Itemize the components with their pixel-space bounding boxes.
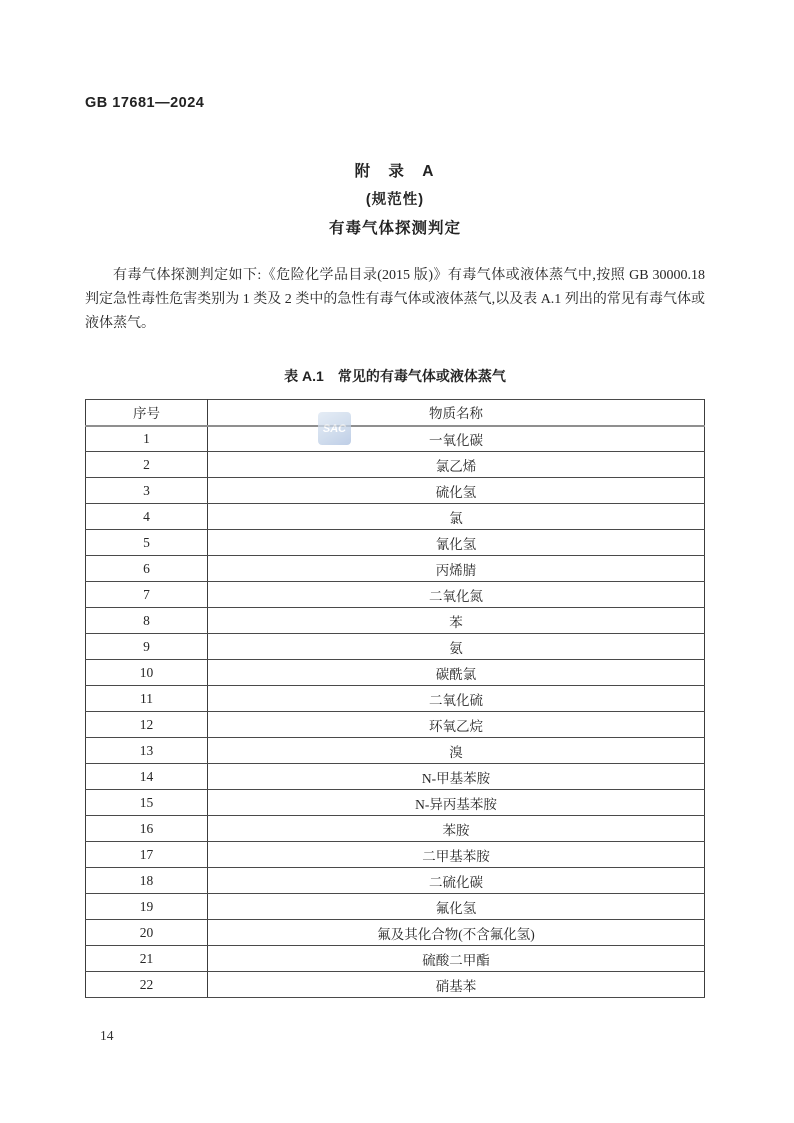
- row-number-cell: 20: [86, 920, 208, 946]
- table-row: [86, 634, 705, 660]
- substance-name-cell: 氯: [208, 504, 705, 530]
- table-caption-text: 常见的有毒气体或液体蒸气: [337, 368, 506, 384]
- table-row: [86, 738, 705, 764]
- table-row: [86, 894, 705, 920]
- substance-name-cell: 苯胺: [208, 816, 705, 842]
- page-content: [85, 0, 705, 998]
- table-row: [86, 426, 705, 452]
- appendix-kind: (规范性): [365, 192, 425, 208]
- row-number-cell: 19: [86, 894, 208, 920]
- table-caption: [85, 366, 705, 386]
- page-number: 14: [100, 1028, 114, 1043]
- row-number-cell: 16: [86, 816, 208, 842]
- substance-name-cell: 一氧化碳: [208, 426, 705, 452]
- table-row: [86, 504, 705, 530]
- body-paragraph: 有毒气体探测判定如下:《危险化学品目录(2015 版)》有毒气体或液体蒸气中,按照 GB 30000.18 判定急性毒性危害类别为 1 类及 2 类中的急性有毒气体或液体蒸气,以及表 A.1 列出的常见有毒气体或液体蒸气。: [85, 268, 705, 331]
- table-row: [86, 920, 705, 946]
- row-number-cell: 9: [86, 634, 208, 660]
- table-row: [86, 478, 705, 504]
- row-number-cell: 1: [86, 426, 208, 452]
- row-number-cell: 2: [86, 452, 208, 478]
- table-row: [86, 764, 705, 790]
- substances-table: [85, 399, 705, 998]
- table-row: [86, 868, 705, 894]
- substance-name-cell: 硝基苯: [208, 972, 705, 998]
- watermark-label: SAC: [322, 422, 347, 435]
- substance-name-cell: 碳酰氯: [208, 660, 705, 686]
- substance-name-cell: 二氧化氮: [208, 582, 705, 608]
- row-number-cell: 5: [86, 530, 208, 556]
- table-head: [86, 400, 705, 426]
- table-row: [86, 842, 705, 868]
- row-number-cell: 18: [86, 868, 208, 894]
- appendix-title: 附 录 A: [354, 163, 436, 180]
- substance-name-cell: 溴: [208, 738, 705, 764]
- table-header-row: [86, 400, 705, 426]
- column-header-substance: 物质名称: [208, 400, 705, 426]
- substance-name-cell: 氰化氢: [208, 530, 705, 556]
- substance-name-cell: 氟及其化合物(不含氟化氢): [208, 920, 705, 946]
- table-caption-label: 表 A.1: [284, 368, 324, 384]
- row-number-cell: 14: [86, 764, 208, 790]
- row-number-cell: 17: [86, 842, 208, 868]
- table-row: [86, 582, 705, 608]
- substance-name-cell: N-甲基苯胺: [208, 764, 705, 790]
- substance-name-cell: 氨: [208, 634, 705, 660]
- row-number-cell: 10: [86, 660, 208, 686]
- table-row: [86, 712, 705, 738]
- row-number-cell: 11: [86, 686, 208, 712]
- table-row: [86, 660, 705, 686]
- row-number-cell: 22: [86, 972, 208, 998]
- table-body: [86, 426, 705, 998]
- table-row: [86, 686, 705, 712]
- row-number-cell: 7: [86, 582, 208, 608]
- appendix-subtitle: 有毒气体探测判定: [328, 220, 461, 237]
- substance-name-cell: 二氧化硫: [208, 686, 705, 712]
- table-row: [86, 816, 705, 842]
- table-row: [86, 608, 705, 634]
- table-row: [86, 452, 705, 478]
- table-row: [86, 790, 705, 816]
- substance-name-cell: 硫化氢: [208, 478, 705, 504]
- substance-name-cell: 苯: [208, 608, 705, 634]
- substance-name-cell: 氟化氢: [208, 894, 705, 920]
- substance-name-cell: 二甲基苯胺: [208, 842, 705, 868]
- table-row: [86, 530, 705, 556]
- substance-name-cell: 环氧乙烷: [208, 712, 705, 738]
- standard-number: GB 17681—2024: [85, 95, 205, 111]
- row-number-cell: 21: [86, 946, 208, 972]
- row-number-cell: 15: [86, 790, 208, 816]
- row-number-cell: 4: [86, 504, 208, 530]
- substance-name-cell: 二硫化碳: [208, 868, 705, 894]
- row-number-cell: 12: [86, 712, 208, 738]
- column-header-index: 序号: [86, 400, 208, 426]
- substance-name-cell: N-异丙基苯胺: [208, 790, 705, 816]
- table-row: [86, 946, 705, 972]
- row-number-cell: 3: [86, 478, 208, 504]
- table-row: [86, 972, 705, 998]
- substance-name-cell: 丙烯腈: [208, 556, 705, 582]
- row-number-cell: 8: [86, 608, 208, 634]
- substance-name-cell: 硫酸二甲酯: [208, 946, 705, 972]
- substance-name-cell: 氯乙烯: [208, 452, 705, 478]
- row-number-cell: 13: [86, 738, 208, 764]
- row-number-cell: 6: [86, 556, 208, 582]
- appendix-title-block: [85, 159, 705, 238]
- table-row: [86, 556, 705, 582]
